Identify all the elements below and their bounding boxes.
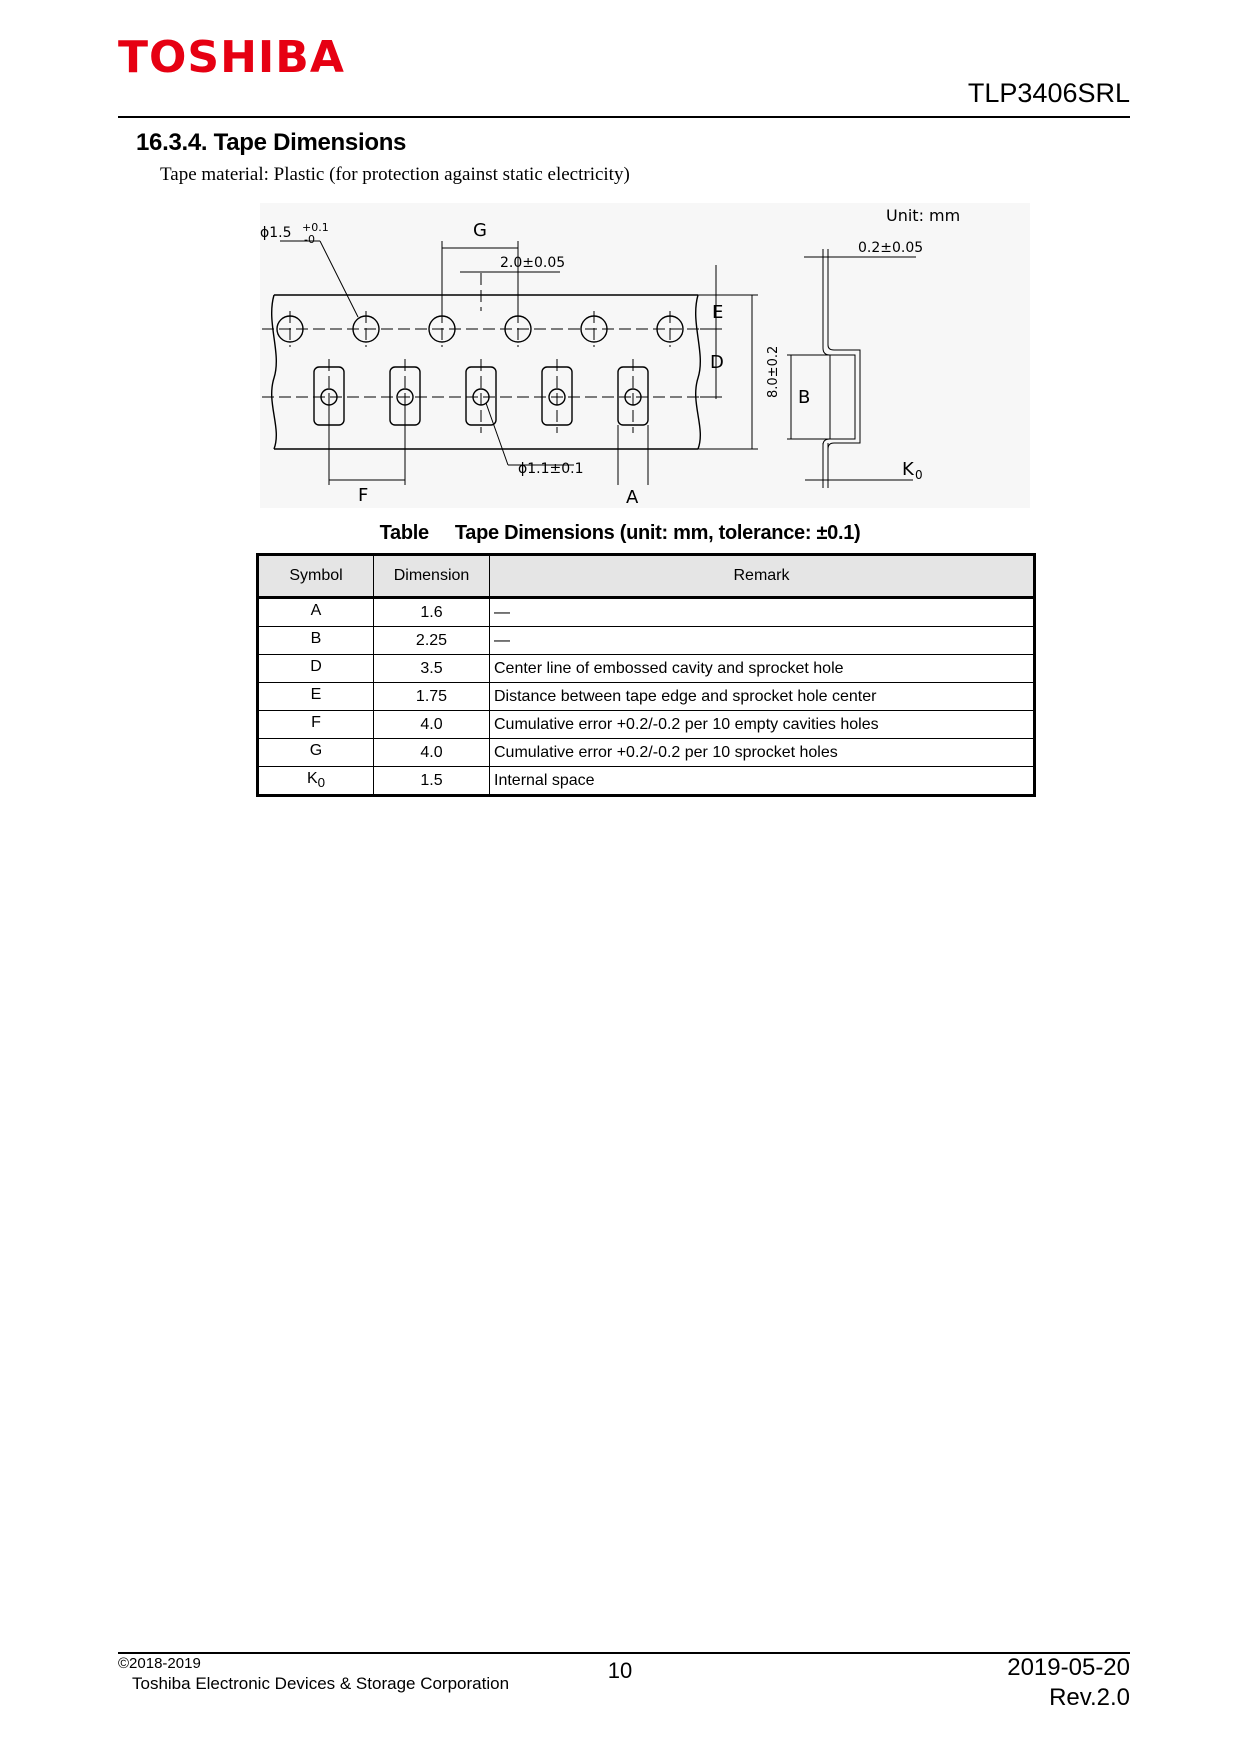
table-caption: [0, 523, 1240, 543]
company-name: Toshiba Electronic Devices & Storage Corporation: [132, 1674, 510, 1693]
header-dimension: Dimension: [374, 555, 490, 598]
table-header-row: [258, 555, 1035, 598]
revision: Rev.2.0: [1049, 1684, 1130, 1711]
copyright: ©2018-2019: [118, 1655, 201, 1672]
table-caption-label: Table: [379, 522, 429, 544]
tape-dimensions-drawing: [260, 203, 1030, 508]
table-caption-text: Tape Dimensions (unit: mm, tolerance: ±0.1): [454, 522, 861, 544]
dimension-cell: 1.75: [374, 683, 490, 711]
symbol-cell: $K_0$: [258, 767, 374, 796]
tape-dimensions-table: [256, 553, 1036, 797]
dimension-cell: 4.0: [374, 711, 490, 739]
page-number: 10: [607, 1658, 633, 1683]
symbol-cell: G: [258, 739, 374, 767]
symbol-cell: A: [258, 598, 374, 627]
header-symbol: Symbol: [258, 555, 374, 598]
dim-g-label: G: [473, 220, 487, 241]
symbol-cell: E: [258, 683, 374, 711]
symbol-cell: F: [258, 711, 374, 739]
dim-f-label: F: [358, 485, 369, 506]
symbol-cell: D: [258, 655, 374, 683]
section-title: 16.3.4. Tape Dimensions: [136, 129, 407, 156]
table-row: [258, 711, 1035, 739]
remark-cell: Distance between tape edge and sprocket hole center: [490, 683, 1035, 711]
sprocket-tol-plus: +0.1: [302, 221, 329, 234]
publish-date: 2019-05-20: [1007, 1654, 1130, 1681]
dim-d-label: D: [710, 352, 724, 373]
document-id: TLP3406SRL: [967, 78, 1130, 108]
dim-b-label: B: [798, 387, 811, 408]
table-row: [258, 767, 1035, 796]
sprocket-tol-minus: -0: [304, 233, 315, 246]
dim-a-label: A: [626, 487, 639, 508]
dimension-cell: 1.6: [374, 598, 490, 627]
remark-cell: —: [490, 598, 1035, 627]
dimension-cell: 2.25: [374, 627, 490, 655]
remark-cell: Internal space: [490, 767, 1035, 796]
dim-k0-label: K: [902, 459, 914, 480]
table-row: [258, 598, 1035, 627]
table-row: [258, 627, 1035, 655]
footer-divider: [118, 1652, 1130, 1654]
sprocket-diameter-label: ϕ1.5: [260, 225, 292, 241]
remark-cell: Center line of embossed cavity and sprocket hole: [490, 655, 1035, 683]
pitch-label: 2.0±0.05: [500, 255, 566, 271]
dim-k0-subscript: 0: [915, 468, 923, 482]
header-remark: Remark: [490, 555, 1035, 598]
table-row: [258, 655, 1035, 683]
tape-material-note: Tape material: Plastic (for protection against static electricity): [160, 164, 630, 185]
toshiba-logo: TOSHIBA: [118, 32, 345, 83]
tape-width-label: 8.0±0.2: [766, 345, 781, 398]
dimension-cell: 4.0: [374, 739, 490, 767]
table-row: [258, 683, 1035, 711]
remark-cell: Cumulative error +0.2/-0.2 per 10 sprocket holes: [490, 739, 1035, 767]
dimension-cell: 1.5: [374, 767, 490, 796]
thickness-label: 0.2±0.05: [858, 240, 924, 256]
cavity-hole-label: ϕ1.1±0.1: [518, 461, 584, 477]
remark-cell: Cumulative error +0.2/-0.2 per 10 empty cavities holes: [490, 711, 1035, 739]
header-divider: [118, 116, 1130, 118]
remark-cell: —: [490, 627, 1035, 655]
symbol-cell: B: [258, 627, 374, 655]
dim-e-label: E: [712, 302, 724, 323]
dimension-cell: 3.5: [374, 655, 490, 683]
table-row: [258, 739, 1035, 767]
unit-label: Unit: mm: [886, 206, 961, 225]
